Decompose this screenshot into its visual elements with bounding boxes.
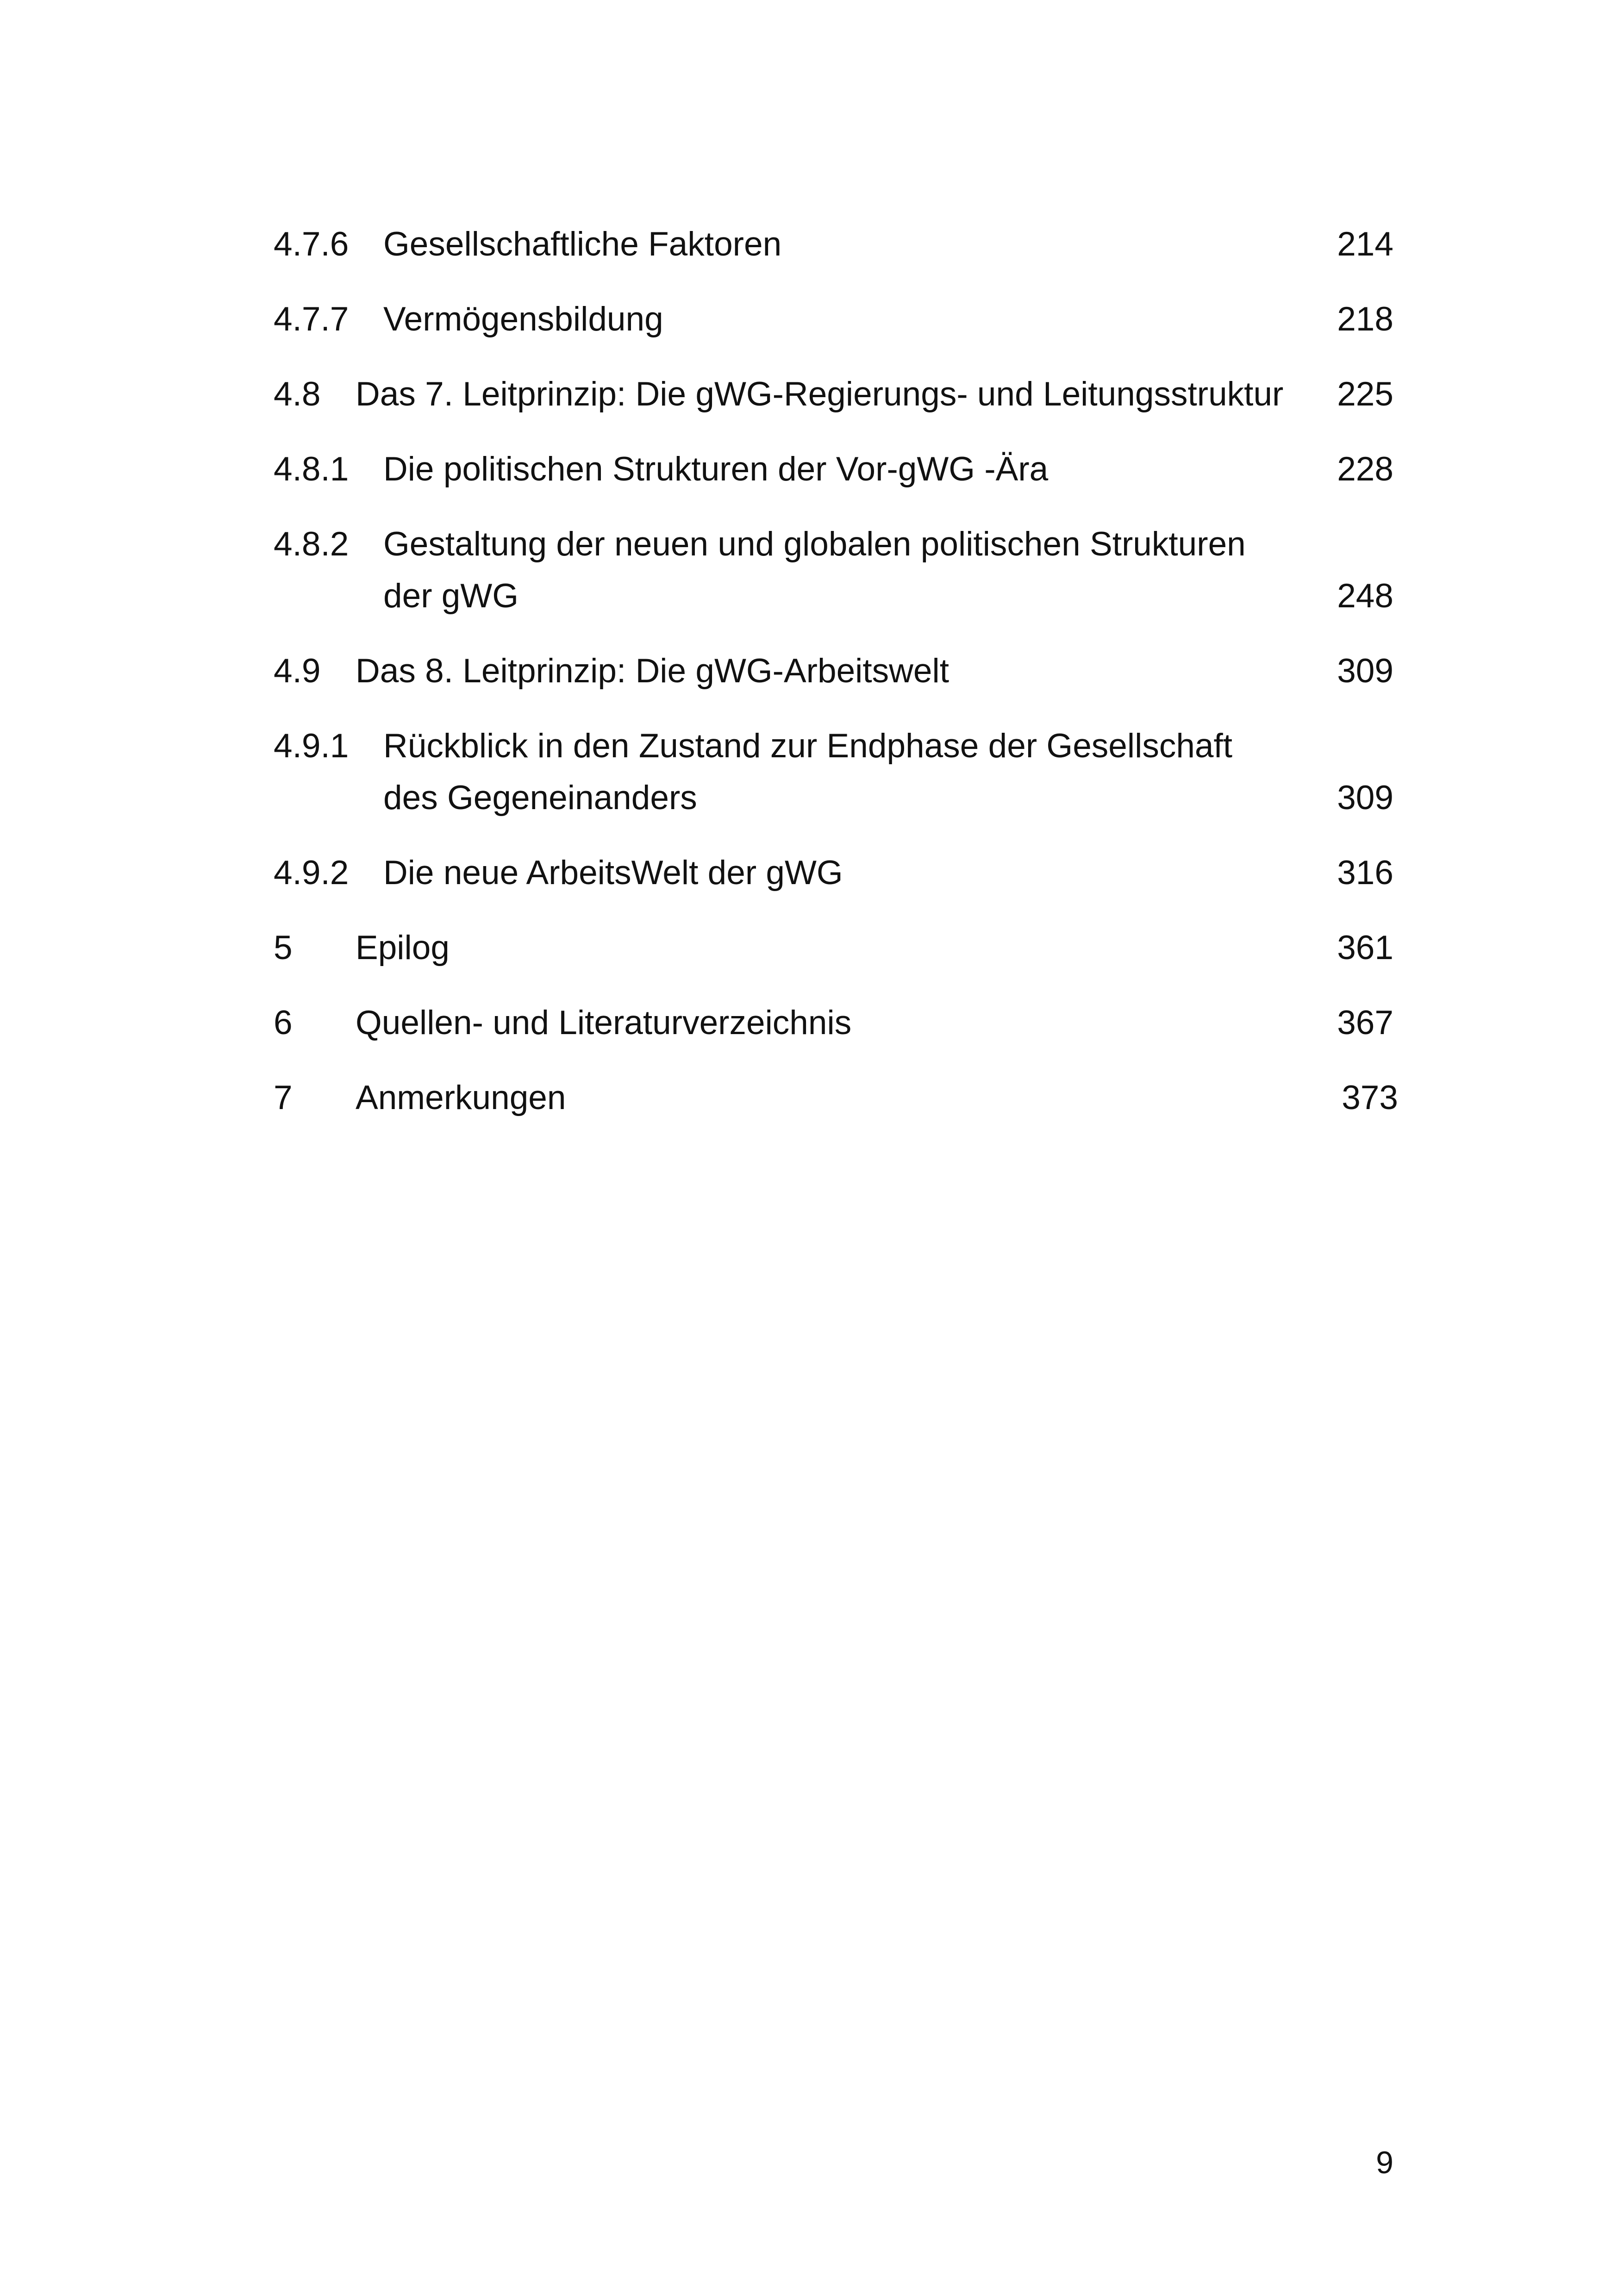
toc-entry-number: 4.9.1 — [274, 727, 349, 765]
toc-entry-page: 309 — [1337, 779, 1393, 817]
toc-entry-page: 309 — [1337, 652, 1393, 690]
toc-entry-number: 4.9 — [274, 652, 321, 690]
toc-entry-title: Anmerkungen — [356, 1079, 566, 1116]
page-number: 9 — [1376, 2145, 1393, 2180]
toc-entry-number: 6 — [274, 1004, 293, 1041]
toc-entry-number: 4.7.6 — [274, 225, 349, 263]
toc-entry-number: 4.9.2 — [274, 854, 349, 892]
toc-entry-page: 248 — [1337, 577, 1393, 615]
toc-entry-title: Das 8. Leitprinzip: Die gWG-Arbeitswelt — [356, 652, 949, 690]
toc-entry-title: Vermögensbildung — [383, 300, 663, 338]
toc-entry-page: 367 — [1337, 1004, 1393, 1041]
toc-entry-page: 214 — [1337, 225, 1393, 263]
toc-entry-page: 218 — [1337, 300, 1393, 338]
toc-entry-number: 4.8 — [274, 375, 321, 413]
toc-entry-number: 7 — [274, 1079, 293, 1116]
toc-entry-title: Gestaltung der neuen und globalen politischen Strukturen — [383, 525, 1246, 563]
toc-entry-number: 4.8.1 — [274, 450, 349, 488]
toc-entry-title-continuation: des Gegeneinanders — [383, 779, 697, 817]
toc-entry-title: Quellen- und Literaturverzeichnis — [356, 1004, 852, 1041]
toc-entry-title-continuation: der gWG — [383, 577, 519, 615]
toc-entry-number: 5 — [274, 929, 293, 967]
toc-entry-number: 4.7.7 — [274, 300, 349, 338]
toc-entry-number: 4.8.2 — [274, 525, 349, 563]
toc-entry-page: 316 — [1337, 854, 1393, 892]
toc-entry-page: 373 — [1342, 1079, 1398, 1116]
toc-entry-title: Epilog — [356, 929, 450, 967]
toc-entry-title: Rückblick in den Zustand zur Endphase der Gesellschaft — [383, 727, 1233, 765]
toc-entry-title: Das 7. Leitprinzip: Die gWG-Regierungs- und Leitungsstruktur — [356, 375, 1284, 413]
toc-entry-title: Die politischen Strukturen der Vor-gWG -Ära — [383, 450, 1049, 488]
toc-entry-page: 228 — [1337, 450, 1393, 488]
toc-entry-title: Gesellschaftliche Faktoren — [383, 225, 782, 263]
toc-entry-page: 225 — [1337, 375, 1393, 413]
toc-entry-title: Die neue ArbeitsWelt der gWG — [383, 854, 843, 892]
toc-entry-page: 361 — [1337, 929, 1393, 967]
